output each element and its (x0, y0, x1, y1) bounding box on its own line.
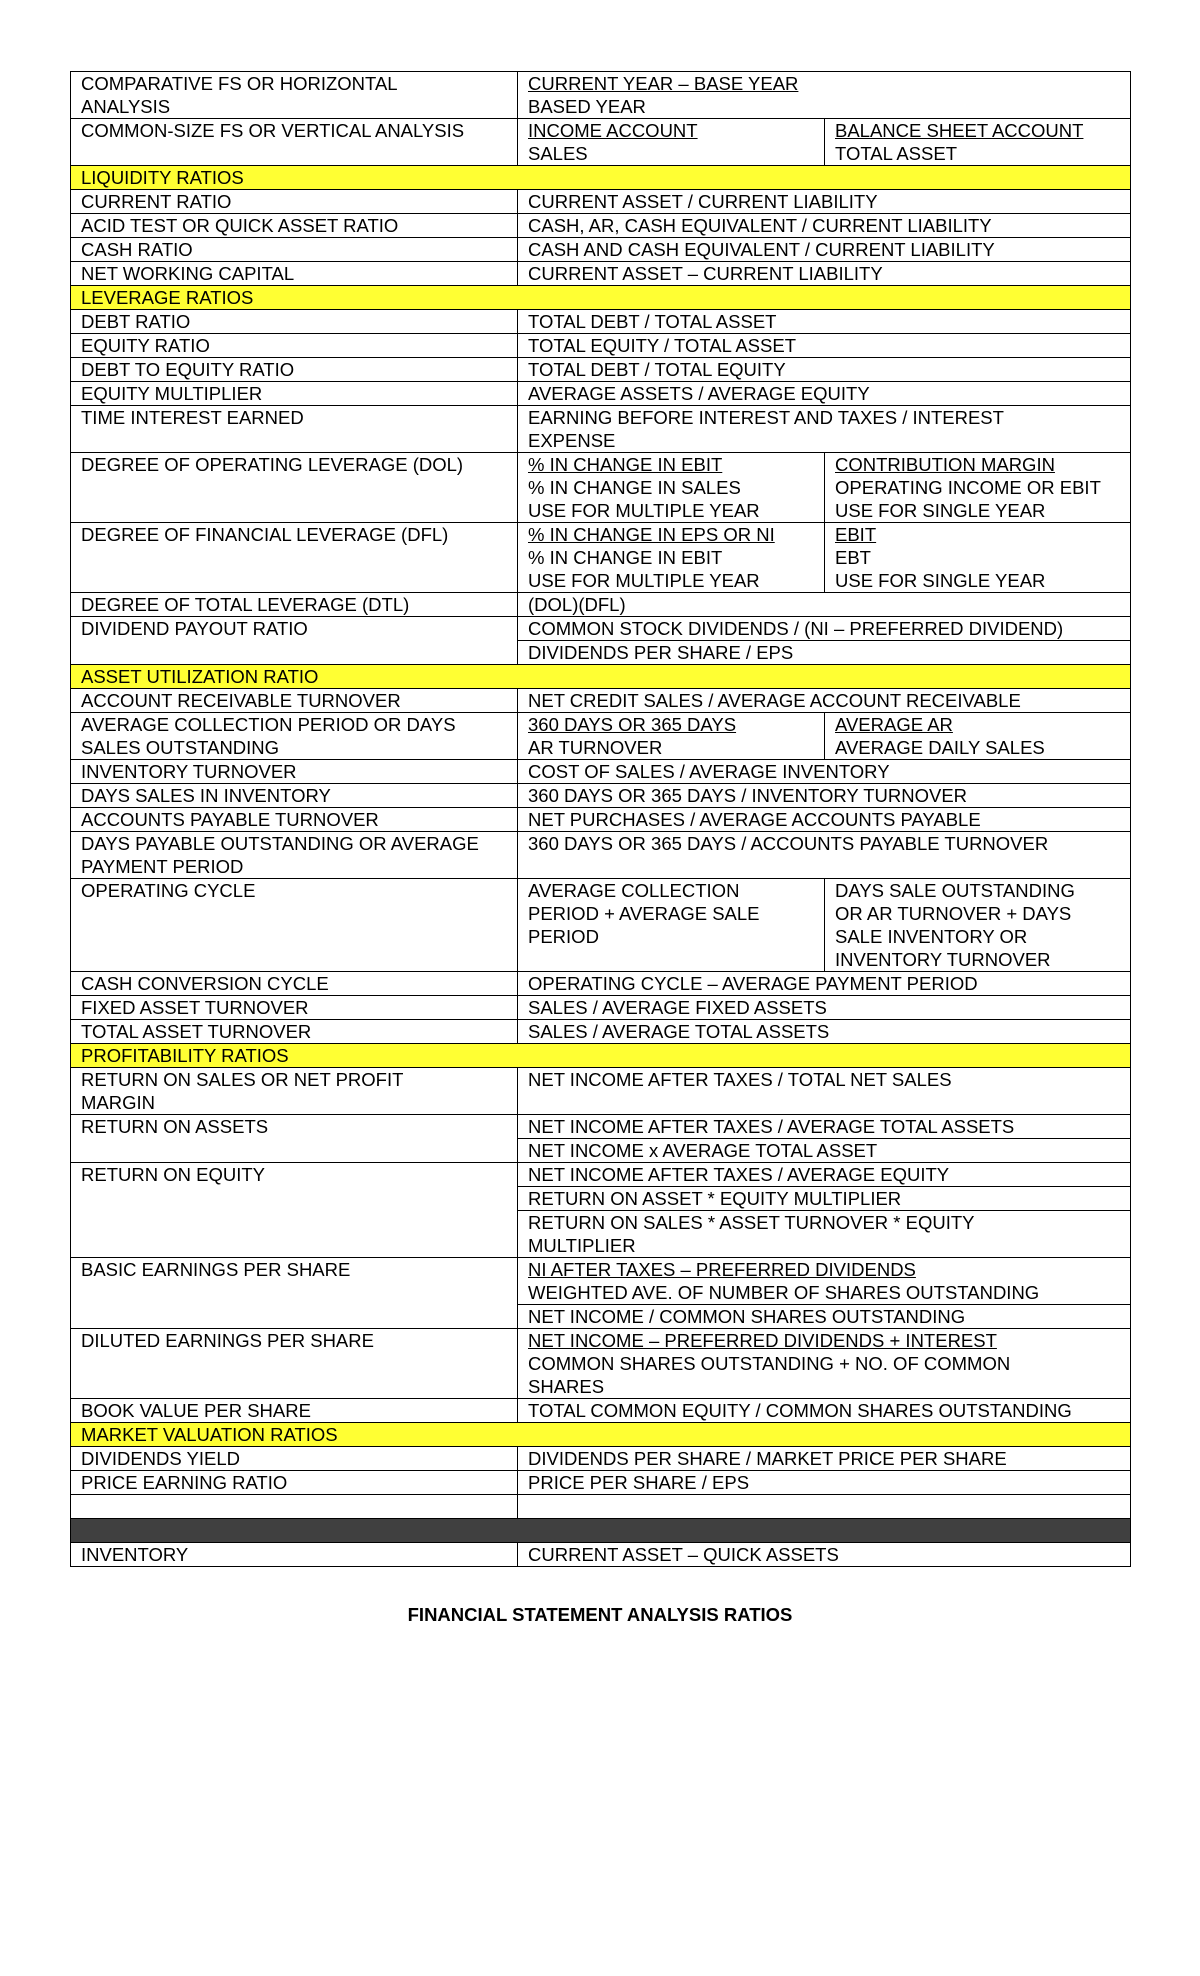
formula-line: NET INCOME AFTER TAXES / TOTAL NET SALES (528, 1069, 952, 1090)
ratio-name-text: ACCOUNTS PAYABLE TURNOVER (81, 809, 379, 830)
formula-line: USE FOR MULTIPLE YEAR (528, 570, 760, 591)
ratio-formula (518, 72, 1131, 119)
ratio-formula (518, 190, 1131, 214)
ratio-name (71, 262, 518, 286)
ratio-formula-a (518, 453, 825, 523)
ratio-row (71, 1399, 1131, 1423)
ratio-formula (518, 1329, 1131, 1399)
formula-numerator: NET INCOME – PREFERRED DIVIDENDS + INTEREST (528, 1330, 997, 1351)
ratio-name-text: INVENTORY (81, 1544, 189, 1565)
formula-line: COMMON STOCK DIVIDENDS / (NI – PREFERRED DIVIDEND) (528, 618, 1064, 639)
ratio-row (71, 358, 1131, 382)
ratio-name-text: ACCOUNT RECEIVABLE TURNOVER (81, 690, 401, 711)
ratio-name (71, 1020, 518, 1044)
formula-numerator: CURRENT YEAR – BASE YEAR (528, 73, 799, 94)
formula-line: OPERATING CYCLE – AVERAGE PAYMENT PERIOD (528, 973, 978, 994)
formula-line: NET CREDIT SALES / AVERAGE ACCOUNT RECEIVABLE (528, 690, 1021, 711)
blank-row (71, 1495, 1131, 1519)
ratio-row (71, 689, 1131, 713)
ratio-row (71, 334, 1131, 358)
section-title: PROFITABILITY RATIOS (71, 1044, 1131, 1068)
ratio-formula-b (825, 713, 1131, 760)
formula-line: RETURN ON SALES * ASSET TURNOVER * EQUITY MULTIPLIER (528, 1212, 975, 1256)
ratio-formula (518, 972, 1131, 996)
ratio-formula (518, 1305, 1131, 1329)
ratio-name (71, 760, 518, 784)
ratio-formula (518, 593, 1131, 617)
ratio-name (71, 1447, 518, 1471)
ratio-formula (518, 1211, 1131, 1258)
ratio-name (71, 784, 518, 808)
formula-line: USE FOR MULTIPLE YEAR (528, 500, 760, 521)
ratio-name (71, 238, 518, 262)
divider-cell (71, 1519, 1131, 1543)
ratio-name-text: BASIC EARNINGS PER SHARE (81, 1259, 351, 1280)
formula-line: NET INCOME / COMMON SHARES OUTSTANDING (528, 1306, 966, 1327)
formula-line: AVERAGE COLLECTION PERIOD + AVERAGE SALE PERIOD (528, 880, 760, 947)
formula-line: CURRENT ASSET – QUICK ASSETS (528, 1544, 839, 1565)
formula-line: SALES (528, 143, 588, 164)
ratio-name (71, 1163, 518, 1258)
ratio-row (71, 1163, 1131, 1187)
ratio-row (71, 784, 1131, 808)
ratios-sheet (70, 71, 1130, 1567)
ratio-name (71, 1543, 518, 1567)
ratio-formula (518, 310, 1131, 334)
formula-numerator: 360 DAYS OR 365 DAYS (528, 714, 737, 735)
formula-line: COST OF SALES / AVERAGE INVENTORY (528, 761, 890, 782)
formula-line: TOTAL ASSET (835, 143, 958, 164)
ratio-name-text: TIME INTEREST EARNED (81, 407, 304, 428)
ratio-formula (518, 1399, 1131, 1423)
formula-line: OPERATING INCOME OR EBIT (835, 477, 1101, 498)
ratio-formula-a (518, 523, 825, 593)
ratio-name-text: INVENTORY TURNOVER (81, 761, 297, 782)
section-header-row (71, 166, 1131, 190)
ratio-row (71, 119, 1131, 166)
ratio-formula (518, 996, 1131, 1020)
ratio-formula-b (825, 523, 1131, 593)
ratio-name (71, 1115, 518, 1163)
divider-row (71, 1519, 1131, 1543)
formula-numerator: NI AFTER TAXES – PREFERRED DIVIDENDS (528, 1259, 916, 1280)
formula-line: DIVIDENDS PER SHARE / MARKET PRICE PER SHARE (528, 1448, 1007, 1469)
ratio-name (71, 808, 518, 832)
section-title: LEVERAGE RATIOS (71, 286, 1131, 310)
ratio-formula (518, 1068, 1131, 1115)
ratio-formula (518, 1447, 1131, 1471)
ratio-name-text: RETURN ON EQUITY (81, 1164, 265, 1185)
ratio-formula (518, 760, 1131, 784)
ratio-name-text: DAYS PAYABLE OUTSTANDING OR AVERAGE PAYMENT PERIOD (81, 833, 479, 877)
formula-line: SALES / AVERAGE FIXED ASSETS (528, 997, 827, 1018)
ratio-name (71, 972, 518, 996)
ratio-name-text: DAYS SALES IN INVENTORY (81, 785, 331, 806)
ratio-name (71, 334, 518, 358)
formula-numerator: CONTRIBUTION MARGIN (835, 454, 1055, 475)
ratio-row (71, 832, 1131, 879)
blank-cell (71, 1495, 518, 1519)
section-title: ASSET UTILIZATION RATIO (71, 665, 1131, 689)
ratio-name (71, 310, 518, 334)
ratio-formula (518, 382, 1131, 406)
formula-line: USE FOR SINGLE YEAR (835, 570, 1046, 591)
ratio-name-text: OPERATING CYCLE (81, 880, 256, 901)
ratio-formula (518, 214, 1131, 238)
ratio-formula (518, 1187, 1131, 1211)
formula-line: (DOL)(DFL) (528, 594, 626, 615)
ratio-name (71, 1068, 518, 1115)
ratio-row (71, 1471, 1131, 1495)
ratio-row (71, 808, 1131, 832)
ratio-row (71, 523, 1131, 593)
ratio-name-text: RETURN ON ASSETS (81, 1116, 269, 1137)
ratio-formula (518, 358, 1131, 382)
formula-line: DIVIDENDS PER SHARE / EPS (528, 642, 794, 663)
formula-numerator: BALANCE SHEET ACCOUNT (835, 120, 1084, 141)
formula-line: AR TURNOVER (528, 737, 663, 758)
ratio-name-text: CASH RATIO (81, 239, 193, 260)
ratio-row (71, 190, 1131, 214)
section-title: LIQUIDITY RATIOS (71, 166, 1131, 190)
ratio-row (71, 406, 1131, 453)
ratio-name (71, 72, 518, 119)
ratio-row (71, 996, 1131, 1020)
ratio-name-text: DEGREE OF TOTAL LEVERAGE (DTL) (81, 594, 410, 615)
formula-line: 360 DAYS OR 365 DAYS / ACCOUNTS PAYABLE TURNOVER (528, 833, 1049, 854)
formula-line: EBT (835, 547, 871, 568)
formula-numerator: EBIT (835, 524, 877, 545)
ratio-formula (518, 262, 1131, 286)
formula-numerator: % IN CHANGE IN EBIT (528, 454, 723, 475)
document-caption: FINANCIAL STATEMENT ANALYSIS RATIOS (407, 1604, 793, 1625)
ratios-table (70, 71, 1131, 1567)
ratio-name (71, 190, 518, 214)
ratio-name (71, 996, 518, 1020)
ratio-name (71, 119, 518, 166)
ratio-name-text: COMPARATIVE FS OR HORIZONTAL ANALYSIS (81, 73, 398, 117)
ratio-name-text: ACID TEST OR QUICK ASSET RATIO (81, 215, 399, 236)
ratio-formula (518, 1543, 1131, 1567)
formula-line: TOTAL DEBT / TOTAL ASSET (528, 311, 777, 332)
ratio-formula (518, 641, 1131, 665)
formula-line: NET INCOME AFTER TAXES / AVERAGE TOTAL ASSETS (528, 1116, 1015, 1137)
formula-line: RETURN ON ASSET * EQUITY MULTIPLIER (528, 1188, 902, 1209)
formula-numerator: AVERAGE AR (835, 714, 953, 735)
ratio-formula (518, 406, 1131, 453)
ratio-name-text: EQUITY RATIO (81, 335, 210, 356)
ratio-formula (518, 808, 1131, 832)
blank-cell (518, 1495, 1131, 1519)
ratio-name (71, 523, 518, 593)
formula-line: CURRENT ASSET – CURRENT LIABILITY (528, 263, 883, 284)
section-header-row (71, 665, 1131, 689)
ratio-row (71, 310, 1131, 334)
ratio-name-text: CASH CONVERSION CYCLE (81, 973, 329, 994)
ratio-name (71, 406, 518, 453)
ratio-name-text: CURRENT RATIO (81, 191, 232, 212)
ratio-formula (518, 617, 1131, 641)
formula-numerator: % IN CHANGE IN EPS OR NI (528, 524, 775, 545)
ratio-formula-b (825, 453, 1131, 523)
formula-line: CURRENT ASSET / CURRENT LIABILITY (528, 191, 878, 212)
ratio-formula-b (825, 879, 1131, 972)
ratio-row (71, 1447, 1131, 1471)
formula-line: % IN CHANGE IN EBIT (528, 547, 723, 568)
ratio-name-text: EQUITY MULTIPLIER (81, 383, 263, 404)
ratio-row (71, 972, 1131, 996)
ratio-name (71, 1329, 518, 1399)
ratio-row (71, 593, 1131, 617)
ratio-row (71, 1068, 1131, 1115)
ratio-formula (518, 689, 1131, 713)
formula-line: NET INCOME x AVERAGE TOTAL ASSET (528, 1140, 878, 1161)
ratio-formula-a (518, 119, 825, 166)
ratio-formula-b (825, 119, 1131, 166)
ratio-name-text: DIVIDENDS YIELD (81, 1448, 241, 1469)
ratio-name (71, 382, 518, 406)
ratio-row (71, 1020, 1131, 1044)
formula-line: BASED YEAR (528, 96, 646, 117)
formula-line: NET PURCHASES / AVERAGE ACCOUNTS PAYABLE (528, 809, 981, 830)
ratio-row (71, 262, 1131, 286)
ratio-name (71, 1471, 518, 1495)
ratio-name (71, 832, 518, 879)
ratio-name-text: BOOK VALUE PER SHARE (81, 1400, 311, 1421)
formula-line: EARNING BEFORE INTEREST AND TAXES / INTEREST EXPENSE (528, 407, 1004, 451)
ratio-formula (518, 1139, 1131, 1163)
formula-line: CASH AND CASH EQUIVALENT / CURRENT LIABILITY (528, 239, 995, 260)
ratio-formula (518, 238, 1131, 262)
ratio-row (71, 713, 1131, 760)
formula-line: TOTAL EQUITY / TOTAL ASSET (528, 335, 796, 356)
ratio-name-text: DIVIDEND PAYOUT RATIO (81, 618, 308, 639)
ratio-formula (518, 1163, 1131, 1187)
ratio-formula (518, 784, 1131, 808)
ratio-name (71, 214, 518, 238)
ratio-row (71, 879, 1131, 972)
ratio-row (71, 760, 1131, 784)
ratio-name (71, 689, 518, 713)
ratio-row (71, 238, 1131, 262)
ratio-name (71, 1399, 518, 1423)
formula-line: % IN CHANGE IN SALES (528, 477, 741, 498)
formula-line: TOTAL COMMON EQUITY / COMMON SHARES OUTSTANDING (528, 1400, 1072, 1421)
ratio-formula (518, 1115, 1131, 1139)
ratio-name-text: FIXED ASSET TURNOVER (81, 997, 309, 1018)
ratio-row (71, 1329, 1131, 1399)
ratio-formula (518, 832, 1131, 879)
ratio-name-text: RETURN ON SALES OR NET PROFIT MARGIN (81, 1069, 404, 1113)
ratio-name (71, 453, 518, 523)
ratio-formula (518, 1258, 1131, 1305)
ratio-name-text: NET WORKING CAPITAL (81, 263, 295, 284)
ratio-formula-a (518, 713, 825, 760)
formula-line: NET INCOME AFTER TAXES / AVERAGE EQUITY (528, 1164, 950, 1185)
ratio-formula (518, 1020, 1131, 1044)
ratio-row (71, 1258, 1131, 1305)
ratio-name (71, 358, 518, 382)
formula-line: AVERAGE DAILY SALES (835, 737, 1045, 758)
formula-line: COMMON SHARES OUTSTANDING + NO. OF COMMON SHARES (528, 1353, 1011, 1397)
ratios-table-body (71, 72, 1131, 1567)
ratio-name-text: DEBT TO EQUITY RATIO (81, 359, 295, 380)
section-header-row (71, 1423, 1131, 1447)
ratio-name (71, 1258, 518, 1329)
formula-line: 360 DAYS OR 365 DAYS / INVENTORY TURNOVER (528, 785, 968, 806)
formula-line: DAYS SALE OUTSTANDING OR AR TURNOVER + DAYS SALE INVENTORY OR INVENTORY TURNOVER (835, 880, 1075, 970)
section-header-row (71, 286, 1131, 310)
ratio-name-text: TOTAL ASSET TURNOVER (81, 1021, 312, 1042)
formula-numerator: INCOME ACCOUNT (528, 120, 698, 141)
ratio-row (71, 1115, 1131, 1139)
formula-line: CASH, AR, CASH EQUIVALENT / CURRENT LIABILITY (528, 215, 992, 236)
formula-line: AVERAGE ASSETS / AVERAGE EQUITY (528, 383, 870, 404)
ratio-name (71, 593, 518, 617)
formula-line: USE FOR SINGLE YEAR (835, 500, 1046, 521)
ratio-row (71, 382, 1131, 406)
ratio-name-text: DEGREE OF FINANCIAL LEVERAGE (DFL) (81, 524, 449, 545)
ratio-name-text: DEGREE OF OPERATING LEVERAGE (DOL) (81, 454, 464, 475)
ratio-name (71, 879, 518, 972)
ratio-name-text: DILUTED EARNINGS PER SHARE (81, 1330, 374, 1351)
ratio-row (71, 72, 1131, 119)
ratio-formula (518, 1471, 1131, 1495)
formula-line: SALES / AVERAGE TOTAL ASSETS (528, 1021, 830, 1042)
ratio-formula (518, 334, 1131, 358)
ratio-name-text: AVERAGE COLLECTION PERIOD OR DAYS SALES OUTSTANDING (81, 714, 456, 758)
ratio-name-text: DEBT RATIO (81, 311, 191, 332)
ratio-row (71, 617, 1131, 641)
section-title: MARKET VALUATION RATIOS (71, 1423, 1131, 1447)
ratio-row (71, 453, 1131, 523)
section-header-row (71, 1044, 1131, 1068)
ratio-row (71, 1543, 1131, 1567)
ratio-name-text: COMMON-SIZE FS OR VERTICAL ANALYSIS (81, 120, 465, 141)
ratio-row (71, 214, 1131, 238)
ratio-formula-a (518, 879, 825, 972)
formula-line: TOTAL DEBT / TOTAL EQUITY (528, 359, 786, 380)
formula-line: PRICE PER SHARE / EPS (528, 1472, 750, 1493)
formula-line: WEIGHTED AVE. OF NUMBER OF SHARES OUTSTANDING (528, 1282, 1040, 1303)
ratio-name-text: PRICE EARNING RATIO (81, 1472, 288, 1493)
ratio-name (71, 713, 518, 760)
ratio-name (71, 617, 518, 665)
